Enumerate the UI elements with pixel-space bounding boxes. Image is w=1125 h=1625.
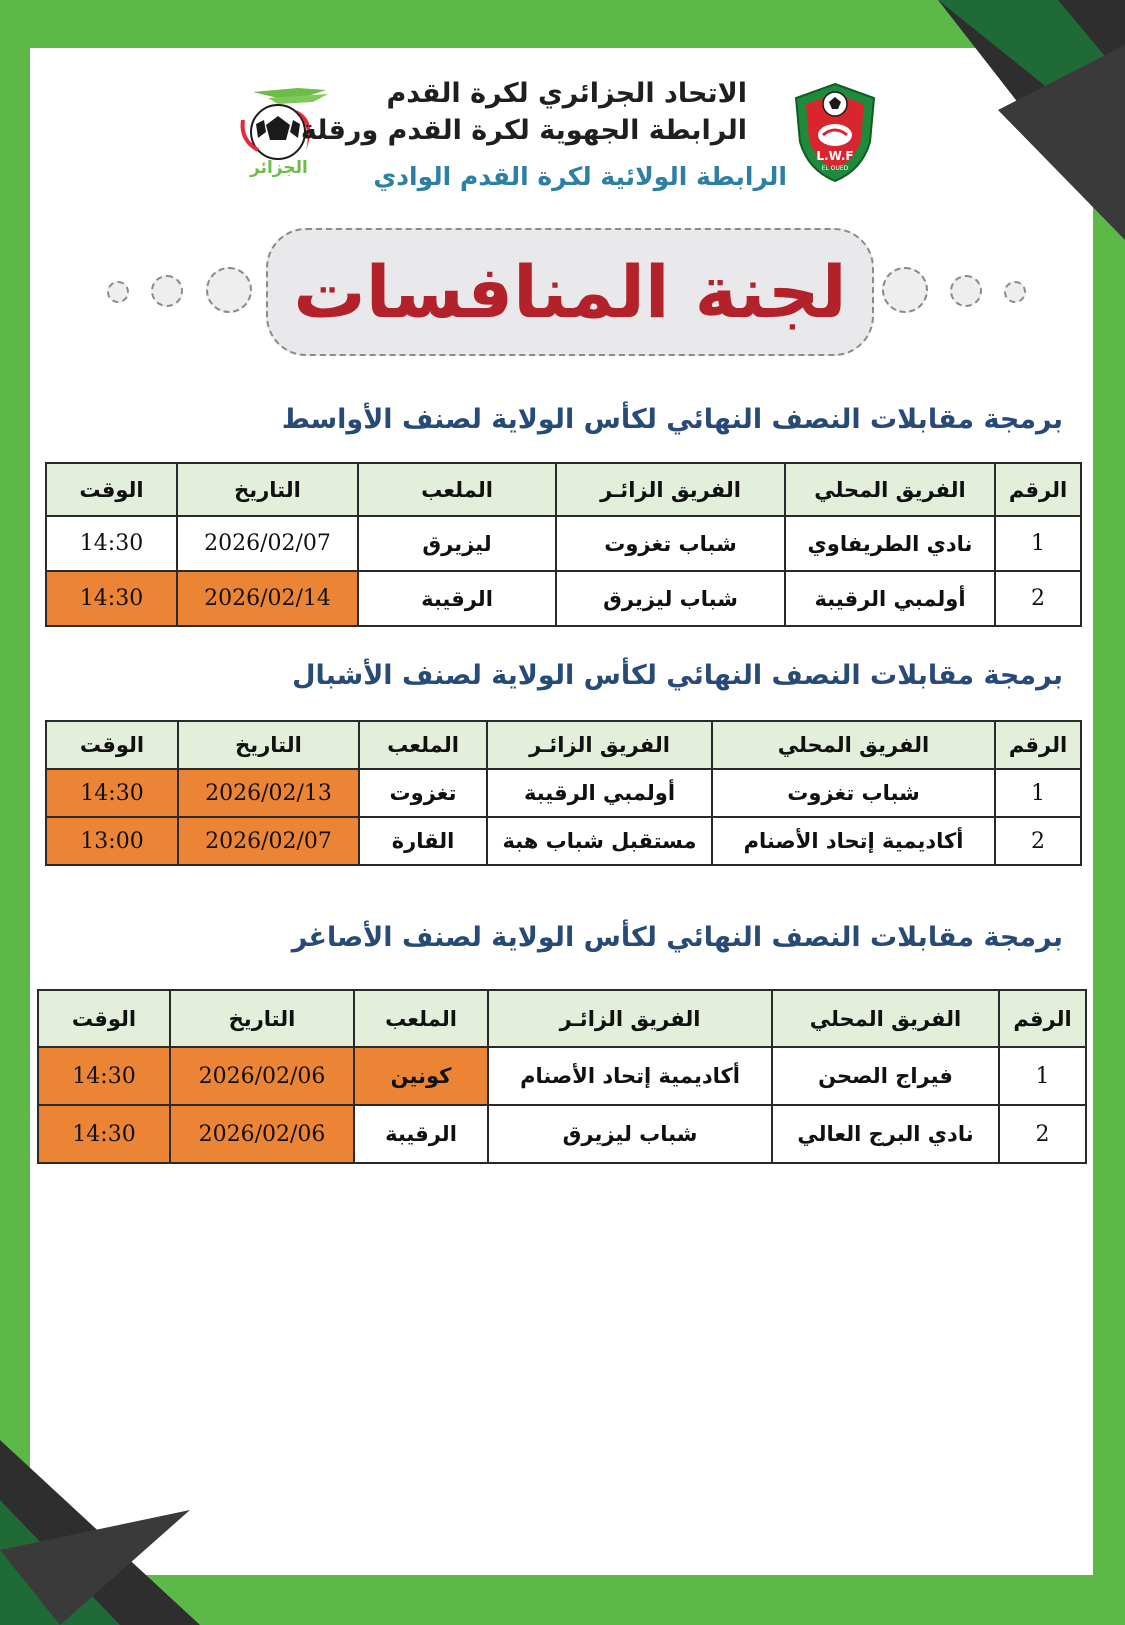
decor-dot xyxy=(950,275,982,307)
federation-logo-caption: الجزائر xyxy=(250,158,308,178)
stadium: الرقيبة xyxy=(358,571,556,626)
match-number: 2 xyxy=(995,817,1081,865)
home-team: أولمبي الرقيبة xyxy=(785,571,995,626)
match-time: 14:30 xyxy=(46,571,177,626)
section-title-cadets: برمجة مقابلات النصف النهائي لكأس الولاية لصنف الأشبال xyxy=(292,660,1063,691)
stadium: القارة xyxy=(359,817,487,865)
col-time-header: الوقت xyxy=(38,990,170,1047)
lwf-logo-subtext: EL OUED xyxy=(821,165,849,172)
away-team: أولمبي الرقيبة xyxy=(487,769,712,817)
match-date: 2026/02/14 xyxy=(177,571,358,626)
decor-dot xyxy=(1004,281,1026,303)
schedule-table-juniors xyxy=(45,462,1082,627)
col-time-header: الوقت xyxy=(46,721,178,769)
wilaya-league-name: الرابطة الولائية لكرة القدم الوادي xyxy=(373,162,787,191)
col-num-header: الرقم xyxy=(995,721,1081,769)
col-away-header: الفريق الزائـر xyxy=(556,463,785,516)
away-team: مستقبل شباب هبة xyxy=(487,817,712,865)
table-row xyxy=(46,817,1081,865)
col-stadium-header: الملعب xyxy=(358,463,556,516)
stadium: ليزيرق xyxy=(358,516,556,571)
col-away-header: الفريق الزائـر xyxy=(488,990,772,1047)
section-title-juniors: برمجة مقابلات النصف النهائي لكأس الولاية لصنف الأواسط xyxy=(281,404,1063,435)
match-date: 2026/02/06 xyxy=(170,1105,354,1163)
table-header-row xyxy=(46,721,1081,769)
home-team: فيراج الصحن xyxy=(772,1047,999,1105)
away-team: شباب ليزيرق xyxy=(488,1105,772,1163)
lwf-el-oued-logo xyxy=(790,80,880,185)
lwf-logo-text: L.W.F xyxy=(816,149,854,163)
col-num-header: الرقم xyxy=(995,463,1081,516)
table-row xyxy=(46,571,1081,626)
col-date-header: التاريخ xyxy=(177,463,358,516)
stadium: كونين xyxy=(354,1047,488,1105)
table-row xyxy=(38,1047,1086,1105)
match-time: 14:30 xyxy=(38,1047,170,1105)
col-num-header: الرقم xyxy=(999,990,1086,1047)
match-number: 2 xyxy=(995,571,1081,626)
table-row xyxy=(46,769,1081,817)
letterhead xyxy=(0,0,1125,200)
col-date-header: التاريخ xyxy=(170,990,354,1047)
match-time: 14:30 xyxy=(38,1105,170,1163)
col-stadium-header: الملعب xyxy=(354,990,488,1047)
table-row xyxy=(46,516,1081,571)
table-header-row xyxy=(46,463,1081,516)
col-date-header: التاريخ xyxy=(178,721,359,769)
stadium: الرقيبة xyxy=(354,1105,488,1163)
table-row xyxy=(38,1105,1086,1163)
match-date: 2026/02/13 xyxy=(178,769,359,817)
away-team: شباب تغزوت xyxy=(556,516,785,571)
decor-dot xyxy=(882,267,928,313)
col-home-header: الفريق المحلي xyxy=(712,721,995,769)
decor-dot xyxy=(151,275,183,307)
title-banner xyxy=(266,228,874,356)
match-time: 14:30 xyxy=(46,516,177,571)
stadium: تغزوت xyxy=(359,769,487,817)
regional-league-name: الرابطة الجهوية لكرة القدم ورقلة xyxy=(300,115,747,146)
match-time: 13:00 xyxy=(46,817,178,865)
home-team: أكاديمية إتحاد الأصنام xyxy=(712,817,995,865)
decor-dot xyxy=(107,281,129,303)
home-team: شباب تغزوت xyxy=(712,769,995,817)
decor-dot xyxy=(206,267,252,313)
schedule-table-cadets xyxy=(45,720,1082,866)
match-date: 2026/02/06 xyxy=(170,1047,354,1105)
match-number: 1 xyxy=(995,516,1081,571)
section-title-minors: برمجة مقابلات النصف النهائي لكأس الولاية لصنف الأصاغر xyxy=(291,922,1063,953)
away-team: شباب ليزيرق xyxy=(556,571,785,626)
match-time: 14:30 xyxy=(46,769,178,817)
match-date: 2026/02/07 xyxy=(178,817,359,865)
match-number: 1 xyxy=(999,1047,1086,1105)
table-header-row xyxy=(38,990,1086,1047)
bottom-left-corner-decoration xyxy=(0,1440,200,1625)
col-time-header: الوقت xyxy=(46,463,177,516)
match-number: 2 xyxy=(999,1105,1086,1163)
col-home-header: الفريق المحلي xyxy=(785,463,995,516)
home-team: نادي البرج العالي xyxy=(772,1105,999,1163)
federation-name: الاتحاد الجزائري لكرة القدم xyxy=(386,78,747,109)
schedule-table-minors xyxy=(37,989,1087,1164)
col-away-header: الفريق الزائـر xyxy=(487,721,712,769)
page-title: لجنة المنافسات xyxy=(293,250,847,334)
match-number: 1 xyxy=(995,769,1081,817)
away-team: أكاديمية إتحاد الأصنام xyxy=(488,1047,772,1105)
col-stadium-header: الملعب xyxy=(359,721,487,769)
col-home-header: الفريق المحلي xyxy=(772,990,999,1047)
match-date: 2026/02/07 xyxy=(177,516,358,571)
home-team: نادي الطريفاوي xyxy=(785,516,995,571)
